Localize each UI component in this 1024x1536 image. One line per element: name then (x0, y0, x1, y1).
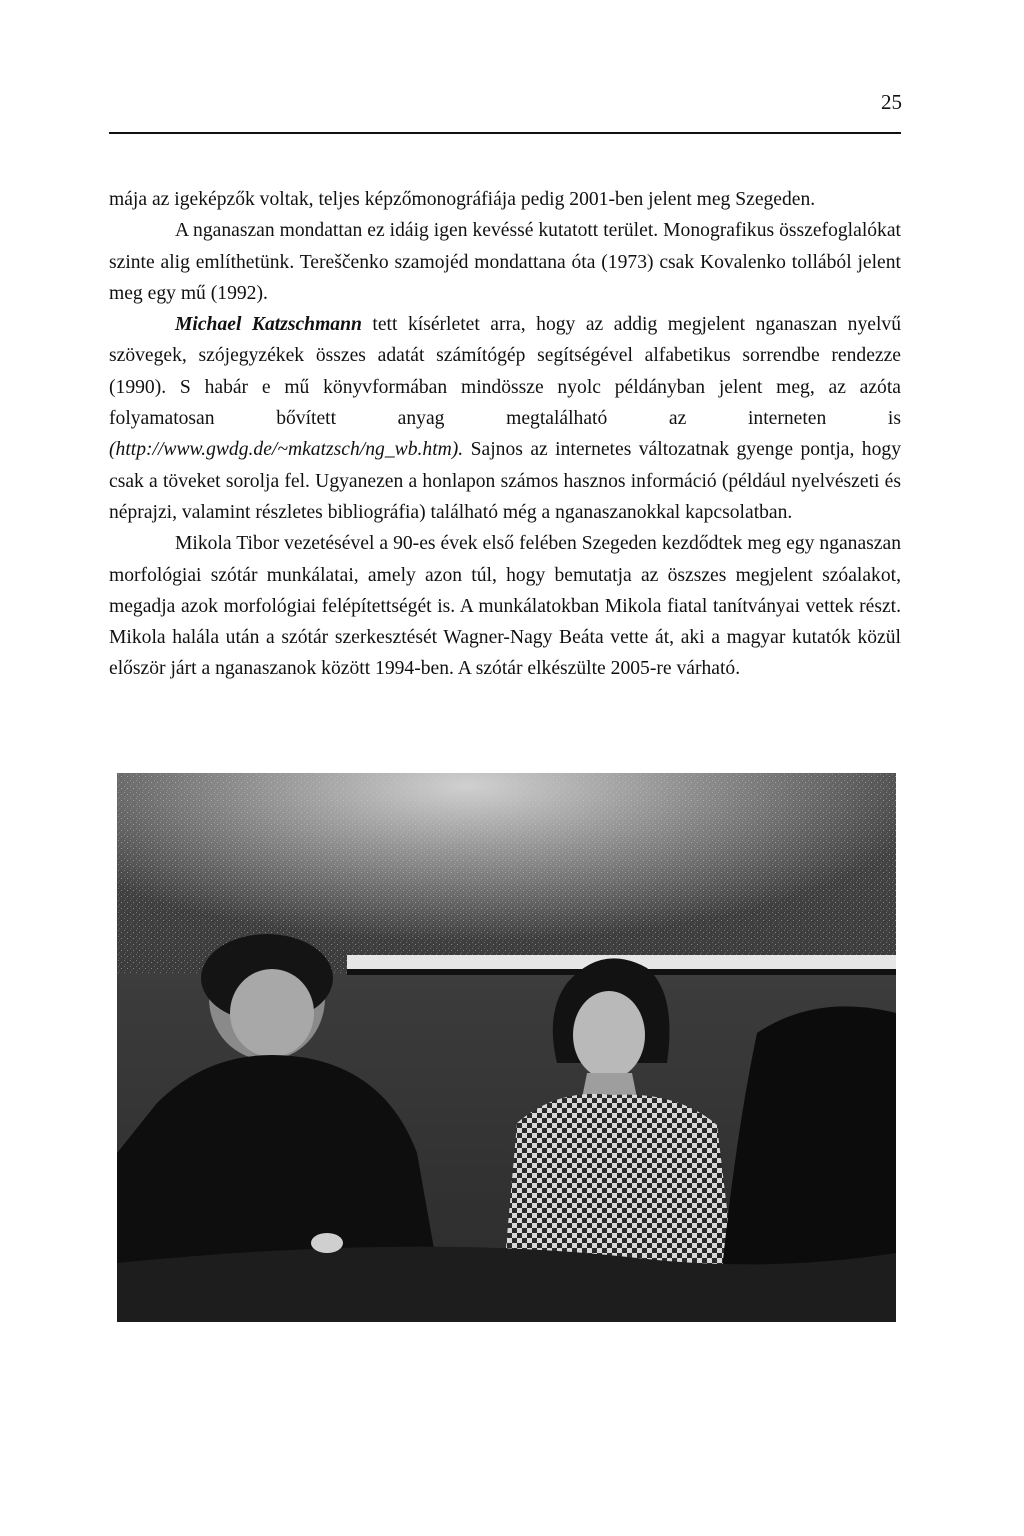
header-rule (109, 132, 901, 134)
paragraph-4: Mikola Tibor vezetésével a 90-es évek első felében Szegeden kezdődtek meg egy nganaszan morfológiai szótár munkálatai, amely azon túl, hogy bemutatja az öszszes megjelent szóalakot, megadja azok morfológiai felépítettségét is. A munkálatokban Mikola fiatal tanítványai vettek részt. Mikola halála után a szótár szerkesztését Wagner-Nagy Beáta vette át, aki a magyar kutatók közül először járt a nganaszanok között 1994-ben. A szótár elkészülte 2005-re várható. (109, 533, 901, 680)
photograph (117, 773, 896, 1322)
text-body (109, 184, 901, 685)
paragraph-3-text-a: tett kísérletet arra, hogy az addig megjelent nganaszan nyelvű szövegek, szójegyzékek összes adatát számítógép segítségével alfabetikus sorrendbe rendezze (1990). S habár e mű könyvformában mindössze nyolc példányban jelent meg, az azóta folyamatosan bővített anyag megtalálható az interneten is (109, 314, 902, 430)
paragraph-1: mája az igeképzők voltak, teljes képzőmonográfiája pedig 2001-ben jelent meg Szegeden. (109, 189, 816, 210)
paragraph-3 (109, 309, 901, 528)
paragraph-2: A nganaszan mondattan ez idáig igen kevéssé kutatott terület. Monografikus összefoglalókat szinte alig említhetünk. Tereščenko szamojéd mondattana óta (1973) csak Kovalenko tollából jelent meg egy mű (1992). (109, 220, 901, 304)
photograph-people-icon (117, 773, 896, 1322)
url-reference: (http://www.gwdg.de/~mkatzsch/ng_wb.htm). (109, 439, 464, 461)
paragraph-3-text-b: Sajnos az internetes változatnak gyenge pontja, hogy csak a töveket sorolja fel. Ugyanezen a honlapon számos hasznos információ (például nyelvészeti és néprajzi, valamint részletes bibliográfia) található még a nganaszanokkal kapcsolatban. (109, 439, 901, 523)
author-name: Michael Katzschmann (175, 314, 362, 336)
page-number: 25 (881, 90, 902, 114)
